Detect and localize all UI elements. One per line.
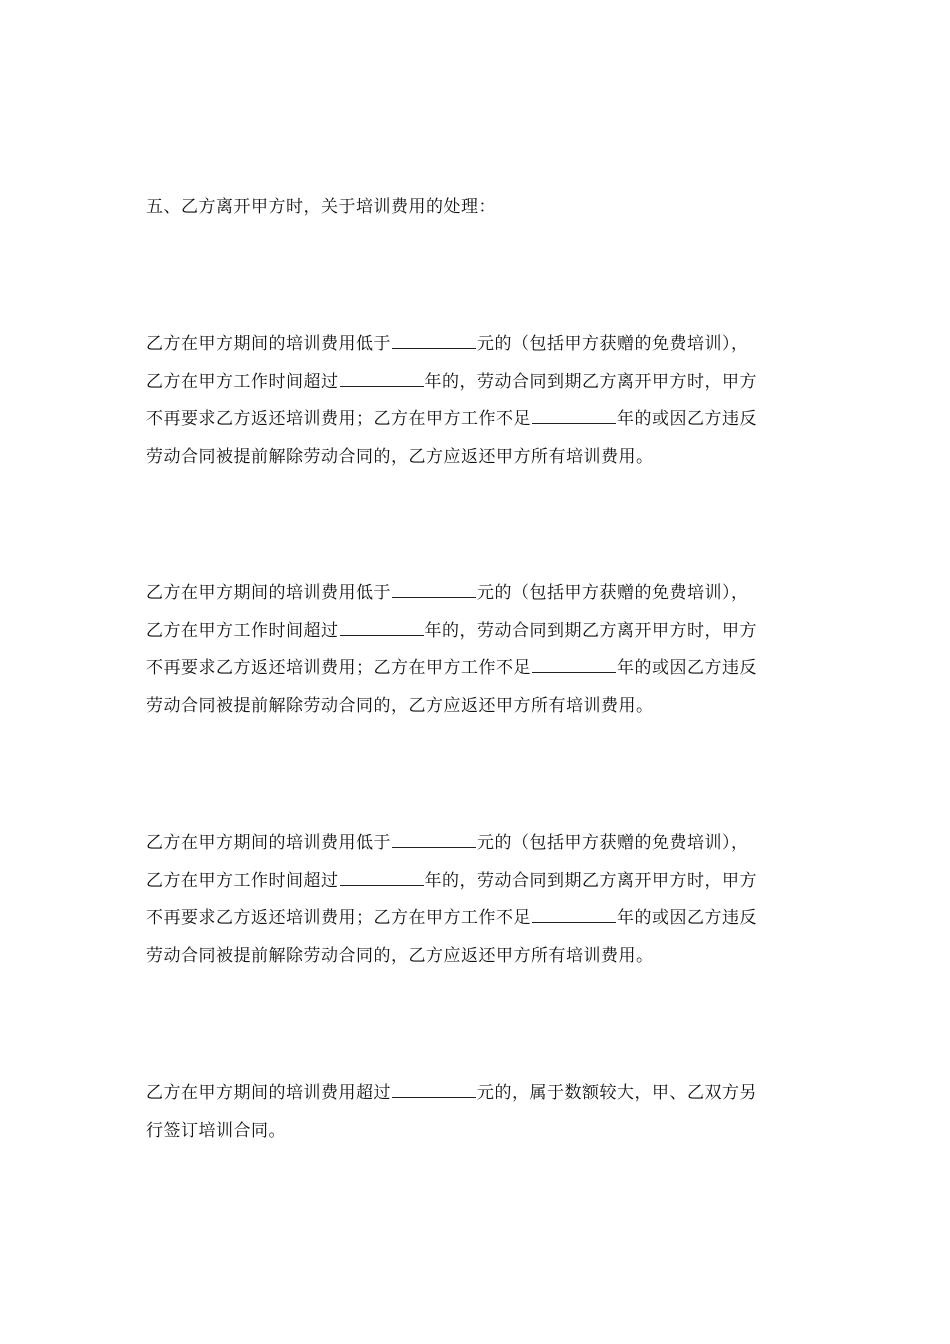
training-fee-paragraph-2: [146, 575, 816, 725]
years-blank: [340, 366, 424, 387]
years-blank: [340, 615, 424, 636]
text-segment: 不再要求乙方返还培训费用；乙方在甲方工作不足: [146, 658, 531, 678]
text-segment: 年的，劳动合同到期乙方离开甲方时，甲方: [424, 371, 757, 392]
training-fee-paragraph-1: [146, 326, 816, 476]
text-segment: 乙方在甲方期间的培训费用低于: [146, 583, 391, 603]
paragraph-line: 行签订培训合同。: [146, 1120, 286, 1141]
paragraph-line: [146, 650, 816, 688]
text-segment: 元的（包括甲方获赠的免费培训），: [477, 334, 749, 354]
text-segment: 年的或因乙方违反: [617, 409, 757, 429]
text-segment: 不再要求乙方返还培训费用；乙方在甲方工作不足: [146, 908, 531, 928]
amount-blank: [392, 1077, 476, 1098]
text-segment: 不再要求乙方返还培训费用；乙方在甲方工作不足: [146, 409, 531, 429]
years-blank: [532, 403, 616, 424]
text-segment: 年的，劳动合同到期乙方离开甲方时，甲方: [424, 620, 757, 641]
paragraph-line: 劳动合同被提前解除劳动合同的，乙方应返还甲方所有培训费用。: [146, 695, 654, 716]
paragraph-line: [146, 863, 816, 901]
amount-blank: [392, 827, 476, 848]
years-blank: [532, 652, 616, 673]
text-segment: 元的（包括甲方获赠的免费培训），: [477, 583, 749, 603]
years-blank: [340, 865, 424, 886]
text-segment: 乙方在甲方期间的培训费用低于: [146, 334, 391, 354]
years-blank: [532, 902, 616, 923]
text-segment: 年的或因乙方违反: [617, 658, 757, 678]
text-segment: 年的，劳动合同到期乙方离开甲方时，甲方: [424, 870, 757, 891]
text-segment: 年的或因乙方违反: [617, 908, 757, 928]
training-contract-paragraph: [146, 1075, 816, 1150]
paragraph-line: [146, 1075, 816, 1113]
paragraph-line: 劳动合同被提前解除劳动合同的，乙方应返还甲方所有培训费用。: [146, 945, 654, 966]
paragraph-line: [146, 326, 816, 364]
paragraph-line: [146, 401, 816, 439]
paragraph-line: [146, 900, 816, 938]
text-segment: 乙方在甲方工作时间超过: [146, 620, 339, 641]
text-segment: 元的（包括甲方获赠的免费培训），: [477, 833, 749, 853]
text-segment: 乙方在甲方工作时间超过: [146, 870, 339, 891]
paragraph-line: [146, 364, 816, 402]
paragraph-line: [146, 575, 816, 613]
text-segment: 元的，属于数额较大，甲、乙双方另: [477, 1083, 757, 1103]
paragraph-line: 劳动合同被提前解除劳动合同的，乙方应返还甲方所有培训费用。: [146, 446, 654, 467]
text-segment: 乙方在甲方期间的培训费用低于: [146, 833, 391, 853]
amount-blank: [392, 577, 476, 598]
paragraph-line: [146, 825, 816, 863]
amount-blank: [392, 328, 476, 349]
text-segment: 乙方在甲方期间的培训费用超过: [146, 1083, 391, 1103]
text-segment: 乙方在甲方工作时间超过: [146, 371, 339, 392]
training-fee-paragraph-3: [146, 825, 816, 975]
section-heading: 五、乙方离开甲方时，关于培训费用的处理：: [146, 197, 496, 217]
paragraph-line: [146, 613, 816, 651]
